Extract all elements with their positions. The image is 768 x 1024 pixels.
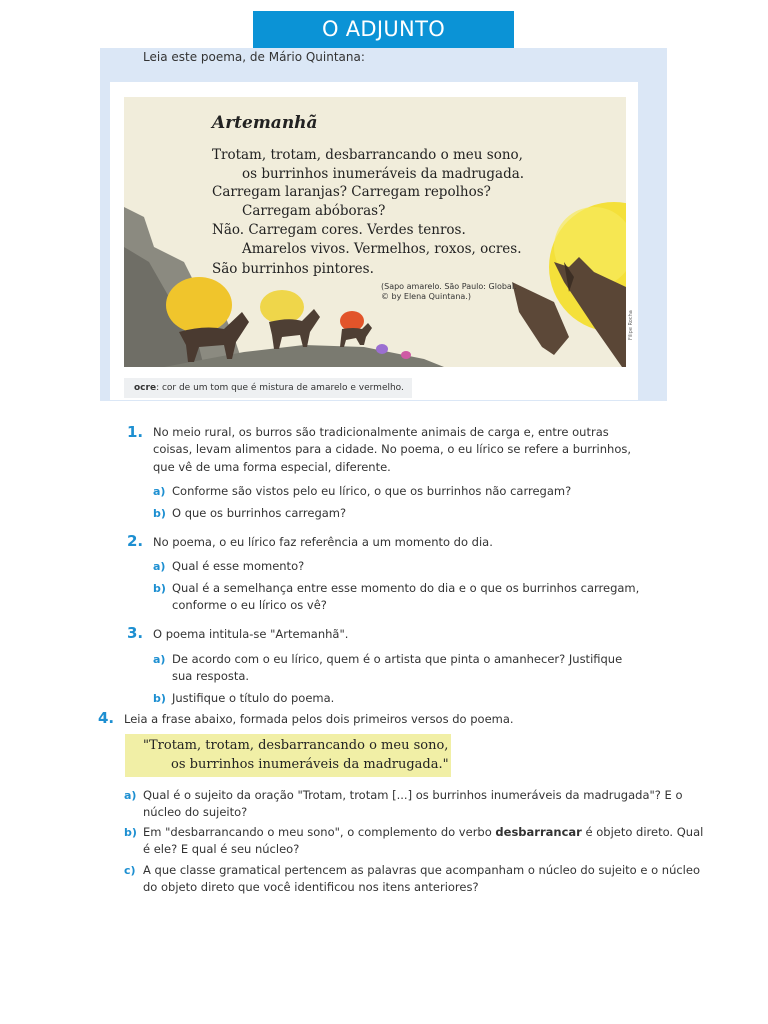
intro-text: Leia este poema, de Mário Quintana:	[143, 50, 365, 64]
question-3-text: O poema intitula-se "Artemanhã".	[153, 627, 349, 641]
question-4c-line-1: A que classe gramatical pertencem as palavras que acompanham o núcleo do sujeito e o núcleo	[143, 863, 700, 877]
poem-line-5: Não. Carregam cores. Verdes tenros.	[212, 222, 466, 238]
question-4a-line-1: Qual é o sujeito da oração "Trotam, trotam [...] os burrinhos inumeráveis da madrugada"? E o	[143, 788, 683, 802]
question-2a-label: a)	[153, 560, 166, 573]
credit-line-1: (Sapo amarelo. São Paulo: Global.	[381, 282, 517, 291]
question-1a-text: Conforme são vistos pelo eu lírico, o que os burrinhos não carregam?	[172, 484, 572, 498]
question-2a-text: Qual é esse momento?	[172, 559, 305, 573]
question-3b-text: Justifique o título do poema.	[172, 691, 335, 705]
question-4b-line-2: é ele? E qual é seu núcleo?	[143, 842, 300, 856]
question-4a-label: a)	[124, 789, 137, 802]
poem-credit	[381, 282, 517, 302]
credit-line-2: © by Elena Quintana.)	[381, 292, 471, 301]
question-3a-line-2: sua resposta.	[172, 669, 250, 683]
question-4-text: Leia a frase abaixo, formada pelos dois primeiros versos do poema.	[124, 712, 514, 726]
question-4b-line-1	[143, 824, 703, 842]
question-3b-label: b)	[153, 692, 166, 705]
poem-line-2: os burrinhos inumeráveis da madrugada.	[242, 166, 525, 182]
question-2-number: 2.	[127, 532, 144, 550]
question-1-number: 1.	[127, 423, 144, 441]
question-4a-line-2: núcleo do sujeito?	[143, 805, 248, 819]
question-1-line-2: coisas, levam alimentos para a cidade. No poema, o eu lírico se refere a burrinhos,	[153, 442, 632, 456]
question-4b-text-post: é objeto direto. Qual	[581, 825, 704, 839]
question-3-number: 3.	[127, 624, 144, 642]
question-4c-label: c)	[124, 864, 136, 877]
question-4c-line-2: do objeto direto que você identificou nos itens anteriores?	[143, 880, 479, 894]
question-1a-label: a)	[153, 485, 166, 498]
question-1b-label: b)	[153, 507, 166, 520]
question-4-number: 4.	[98, 709, 115, 727]
question-1b-text: O que os burrinhos carregam?	[172, 506, 347, 520]
quote-line-1: "Trotam, trotam, desbarrancando o meu sono,	[143, 738, 449, 753]
poem-line-6: Amarelos vivos. Vermelhos, roxos, ocres.	[242, 241, 522, 257]
poem-title: Artemanhã	[212, 113, 318, 133]
question-4b-verb: desbarrancar	[495, 825, 582, 839]
poem-line-4: Carregam abóboras?	[242, 203, 386, 219]
question-4b-text-pre: Em "desbarrancando o meu sono", o complemento do verbo	[143, 825, 496, 839]
question-3a-line-1: De acordo com o eu lírico, quem é o artista que pinta o amanhecer? Justifique	[172, 652, 623, 666]
question-1-line-1: No meio rural, os burros são tradicionalmente animais de carga e, entre outras	[153, 425, 609, 439]
question-2b-label: b)	[153, 582, 166, 595]
glossary-term: ocre	[134, 383, 157, 393]
question-3a-label: a)	[153, 653, 166, 666]
poem-line-1: Trotam, trotam, desbarrancando o meu sono,	[212, 147, 523, 163]
question-2b-line-2: conforme o eu lírico os vê?	[172, 598, 327, 612]
question-1-line-3: que vê de uma forma especial, diferente.	[153, 460, 391, 474]
poem-line-7: São burrinhos pintores.	[212, 261, 374, 277]
page-title: O ADJUNTO	[253, 11, 514, 48]
glossary-note	[124, 378, 412, 398]
question-2-text: No poema, o eu lírico faz referência a um momento do dia.	[153, 535, 493, 549]
quote-line-2: os burrinhos inumeráveis da madrugada."	[171, 757, 449, 772]
illustrator-credit: Filipe Rocha	[628, 310, 634, 340]
glossary-definition: : cor de um tom que é mistura de amarelo e vermelho.	[156, 383, 404, 393]
question-4b-label: b)	[124, 826, 137, 839]
question-2b-line-1: Qual é a semelhança entre esse momento do dia e o que os burrinhos carregam,	[172, 581, 640, 595]
poem-line-3: Carregam laranjas? Carregam repolhos?	[212, 184, 491, 200]
